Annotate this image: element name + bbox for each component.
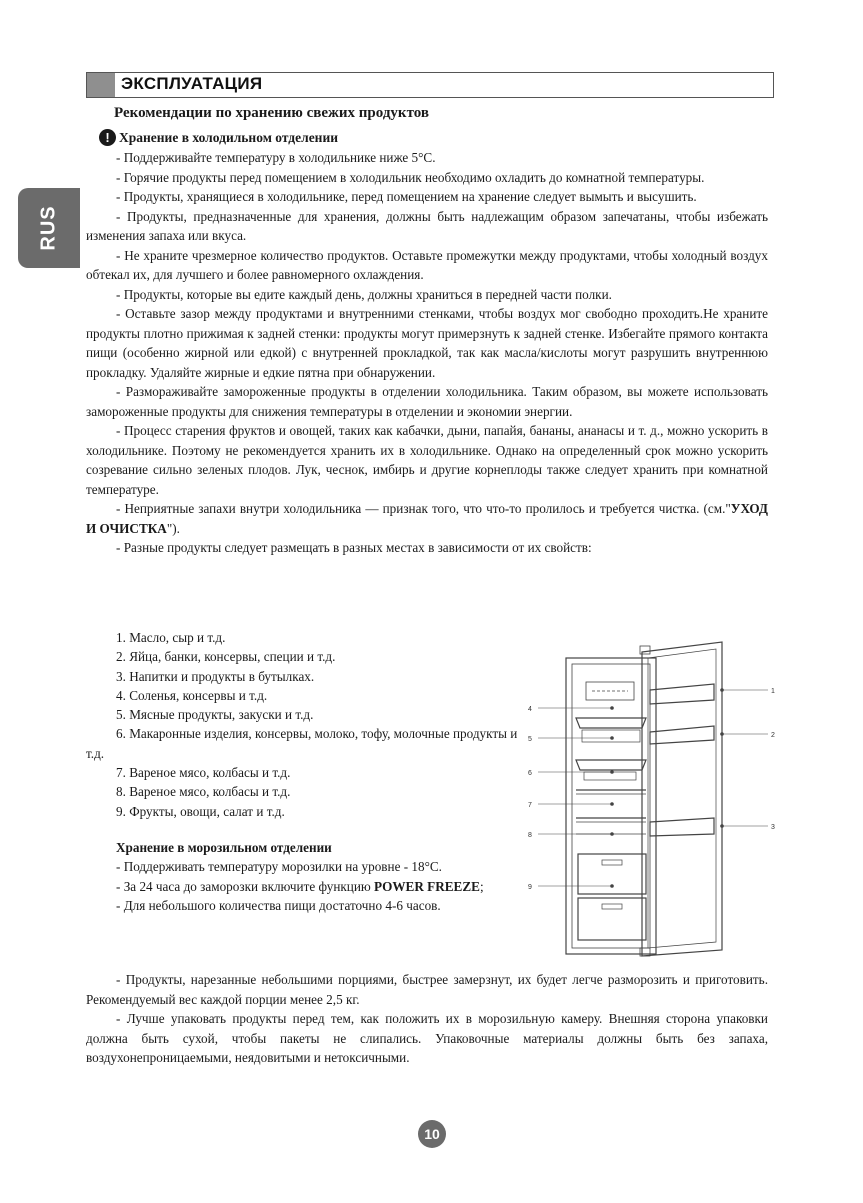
diagram-label-6: 6 [528, 770, 532, 777]
paragraph: - Продукты, хранящиеся в холодильнике, перед помещением на хранение следует вымыть и высушить. [116, 189, 697, 204]
language-tab [18, 188, 80, 268]
list-item: 9. Фрукты, овощи, салат и т.д. [116, 803, 285, 819]
fridge-subtitle: Хранение в холодильном отделении [119, 129, 339, 145]
list-item: 7. Вареное мясо, колбасы и т.д. [116, 765, 291, 781]
door-bin-3 [650, 818, 714, 836]
paragraph: - Поддерживать температуру морозилки на уровне - 18°C. [116, 859, 442, 875]
diagram-label-3: 3 [771, 824, 775, 831]
fridge-subtitle-row [99, 128, 768, 148]
fridge-diagram [522, 638, 782, 960]
header-accent [87, 73, 115, 97]
paragraph: - Размораживайте замороженные продукты в отделении холодильника. Таким образом, вы можете использовать замороженные продукты для снижения температуры в отделении и экономии энергии. [86, 384, 768, 419]
page-number: 10 [418, 1120, 446, 1148]
list-item: 3. Напитки и продукты в бутылках. [116, 668, 315, 684]
list-item: 4. Соленья, консервы и т.д. [116, 687, 268, 703]
diagram-label-9: 9 [528, 884, 532, 891]
section-header [86, 72, 774, 98]
door-bin-2 [650, 726, 714, 744]
paragraph: - Разные продукты следует размещать в разных местах в зависимости от их свойств: [116, 540, 592, 555]
paragraph-part: - Неприятные запахи внутри холодильника — признак того, что что-то пролилось и требуется чистка. (см." [116, 501, 731, 516]
paragraph: - Продукты, нарезанные небольшими порциями, быстрее замерзнут, их будет легче разморозить и приготовить. Рекомендуемый вес каждой порции менее 2,5 кг. [86, 972, 768, 1007]
paragraph: - Не храните чрезмерное количество продуктов. Оставьте промежутки между продуктами, чтобы холодный воздух обтекал их, для лучшего и более равномерного охлаждения. [86, 247, 768, 282]
paragraph-part: ; [479, 878, 484, 894]
freezer-notes [86, 970, 768, 1068]
list-item: 6. Макаронные изделия, консервы, молоко, тофу, молочные продукты и т.д. [86, 726, 518, 761]
list-item: 1. Масло, сыр и т.д. [116, 630, 226, 645]
paragraph: - Поддерживайте температуру в холодильнике ниже 5°C. [116, 150, 436, 165]
diagram-label-5: 5 [528, 736, 532, 743]
paragraph: - Горячие продукты перед помещением в холодильник необходимо охладить до комнатной температуры. [116, 169, 705, 185]
leader-lines [538, 690, 768, 886]
freezer-title: Хранение в морозильном отделении [116, 839, 332, 855]
diagram-label-2: 2 [771, 732, 775, 739]
fresh-food-section [86, 104, 768, 558]
paragraph-part: - За 24 часа до заморозки включите функцию [116, 878, 375, 894]
door-bin-1 [650, 684, 714, 704]
paragraph: - Лучше упаковать продукты перед тем, как положить их в морозильную камеру. Внешняя сторона упаковки должна быть сухой, чтобы пакеты не слипались. Упаковочные материалы должны быть без запаха, воздухонепроницаемыми, неядовитыми и нетоксичными. [86, 1011, 768, 1065]
paragraph-power-freeze [86, 877, 526, 896]
diagram-label-7: 7 [528, 802, 532, 809]
diagram-label-8: 8 [528, 832, 532, 839]
door-inner [648, 649, 716, 948]
list-item: 2. Яйца, банки, консервы, специи и т.д. [116, 649, 336, 665]
warning-icon: ! [99, 129, 116, 146]
paragraph-part: "). [166, 520, 180, 536]
section-title: ЭКСПЛУАТАЦИЯ [121, 74, 263, 93]
paragraph: - Продукты, которые вы едите каждый день, должны храниться в передней части полки. [116, 286, 612, 302]
paragraph: - Процесс старения фруктов и овощей, таких как кабачки, дыни, папайя, бананы, ананасы и т. д., можно ускорить в холодильнике. Поэтому не рекомендуется хранить их в холодильнике. Однако на определенный срок можно ускорить созревание сильно зеленых плодов. Лук, чеснок, имбирь и другие корнеплоды также следует хранить при комнатной температуре. [86, 423, 768, 497]
paragraph-cleaning [86, 499, 768, 538]
paragraph: - Оставьте зазор между продуктами и внутренними стенками, чтобы воздух мог свободно проходить.Не храните продукты плотно прижимая к задней стенки: продукты могут примерзнуть к задней стенке. Избегайте прямого контакта пищи (особенно жирной или едкой) с внутренней прокладкой, так как масла/кислоты могут разрушить внутреннюю прокладку. Удаляйте жирные и едкие пятна при обнаружении. [86, 306, 768, 380]
shelf-5 [576, 718, 646, 728]
paragraph: - Для небольшого количества пищи достаточно 4-6 часов. [116, 897, 441, 913]
diagram-label-4: 4 [528, 706, 532, 713]
shelf-6 [576, 760, 646, 770]
diagram-label-1: 1 [771, 688, 775, 695]
storage-places-list [86, 628, 526, 915]
power-freeze-label: POWER FREEZE [374, 878, 480, 894]
cleaning-reference: УХОД И ОЧИСТКА [86, 501, 768, 536]
paragraph: - Продукты, предназначенные для хранения, должны быть надлежащим образом запечатаны, чтобы избежать изменения запаха или вкуса. [86, 208, 768, 243]
fresh-food-title: Рекомендации по хранению свежих продуктов [114, 105, 429, 121]
list-item: 8. Вареное мясо, колбасы и т.д. [116, 784, 291, 800]
language-label: RUS [37, 205, 60, 251]
list-item: 5. Мясные продукты, закуски и т.д. [116, 707, 314, 723]
